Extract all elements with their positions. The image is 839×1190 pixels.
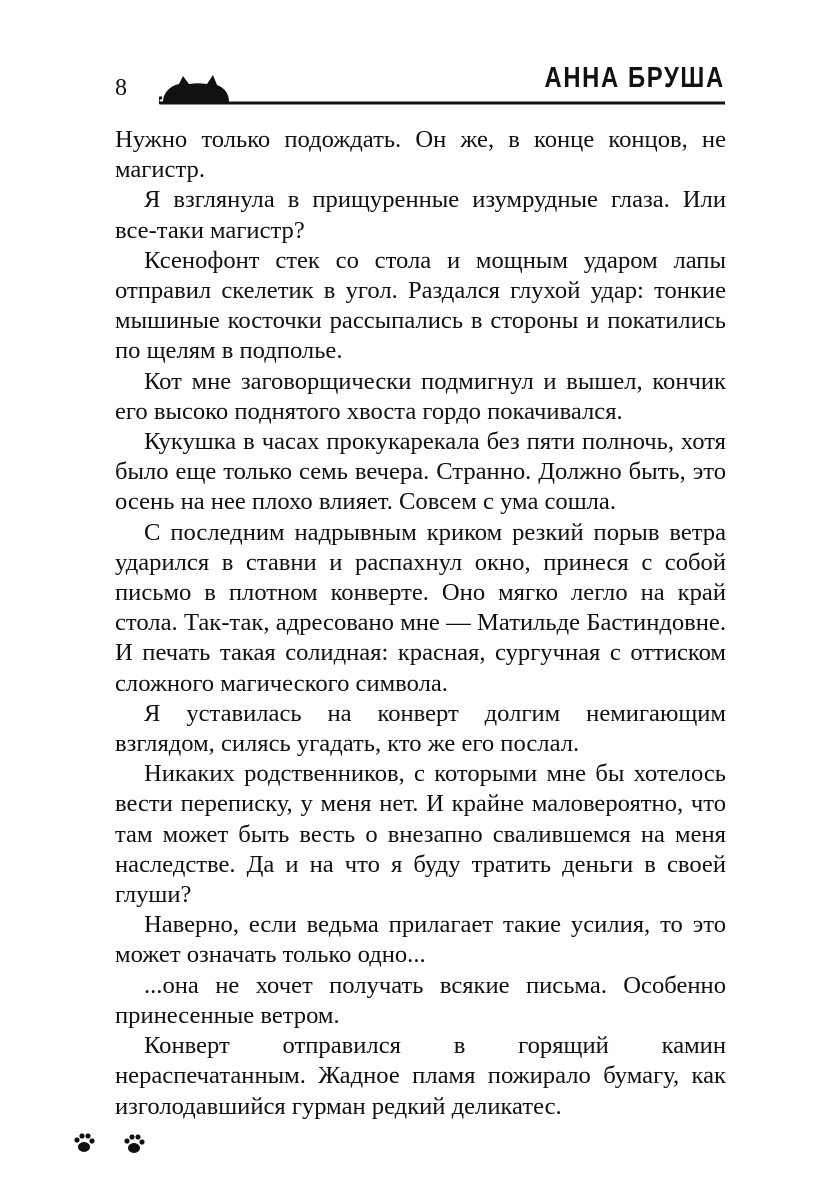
paragraph: ...она не хочет получать всякие письма. Особенно принесенные ветром. — [115, 971, 726, 1029]
paragraph: Конверт отправился в горящий камин нераспечатанным. Жадное пламя пожирало бумагу, как изголодавшийся гурман редкий деликатес. — [115, 1032, 726, 1120]
paragraph: Кукушка в часах прокукарекала без пяти полночь, хотя было еще только семь вечера. Странно. Должно быть, это осень на нее плохо влияет. Совсем с ума сошла. — [115, 428, 726, 516]
paragraph: С последним надрывным криком резкий порыв ветра ударился в ставни и распахнул окно, принеся с собой письмо в плотном конверте. Оно мягко легло на край стола. Так-так, адресовано мне — Матильде Бастиндовне. И печать такая солидная: красная, сургучная с оттиском сложного магического символа. — [115, 518, 726, 697]
paragraph: Я уставилась на конверт долгим немигающим взглядом, силясь угадать, кто же его послал. — [115, 699, 726, 758]
paragraph: Кот мне заговорщически подмигнул и вышел, кончик его высоко поднятого хвоста гордо покачивался. — [115, 367, 726, 425]
paragraph: Никаких родственников, с которыми мне бы хотелось вести переписку, у меня нет. И крайне маловероятно, что там может быть весть о внезапно свалившемся на меня наследстве. Да и на что я буду тратить деньги в своей глуши? — [115, 760, 726, 909]
running-header — [115, 62, 725, 106]
body-text — [115, 125, 726, 1122]
page-number: 8 — [115, 75, 127, 101]
paragraph: Наверно, если ведьма прилагает такие усилия, то это может означать только одно... — [115, 911, 726, 969]
author-name: АННА БРУША — [544, 62, 725, 94]
paw-prints-icon — [72, 1130, 152, 1156]
paragraph: Я взглянула в прищуренные изумрудные глаза. Или все-таки магистр? — [115, 186, 726, 244]
paragraph: Ксенофонт стек со стола и мощным ударом лапы отправил скелетик в угол. Раздался глухой удар: тонкие мышиные косточки рассыпались в стороны и покатились по щелям в подполье. — [115, 246, 726, 365]
paragraph: Нужно только подождать. Он же, в конце концов, не магистр. — [115, 126, 726, 184]
